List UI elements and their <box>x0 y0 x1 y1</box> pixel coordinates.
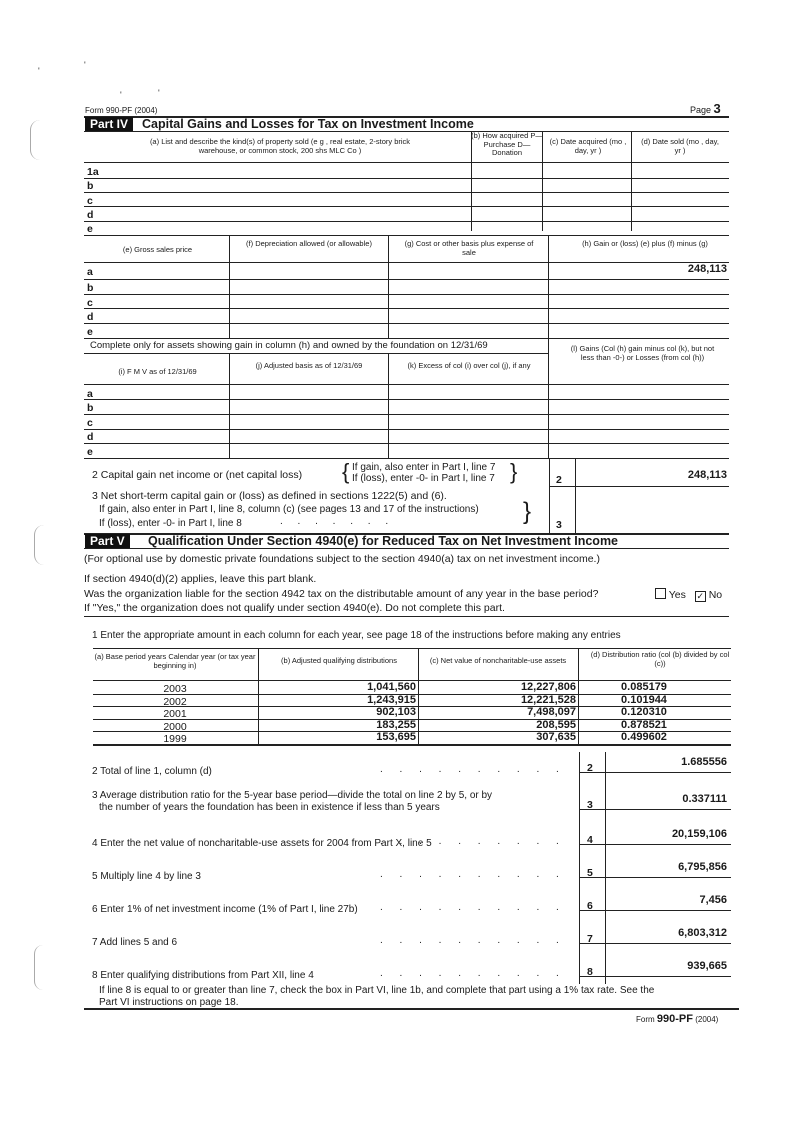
footer-form-prefix: Form <box>636 1015 655 1024</box>
col-divider <box>578 648 579 744</box>
distribution-ratio: 0.120310 <box>621 706 667 719</box>
gain-loss-value: 248,113 <box>687 263 727 275</box>
col-d-header: (d) Date sold (mo , day, yr ) <box>641 137 719 155</box>
line-number: 4 <box>587 834 593 846</box>
scan-mark <box>34 945 43 990</box>
col-divider <box>542 131 543 231</box>
line-text: 5 Multiply line 4 by line 3 <box>92 871 201 882</box>
rule <box>579 976 731 977</box>
line-text: 2 Total of line 1, column (d) <box>92 766 212 777</box>
col-divider <box>549 458 550 534</box>
part-v-title: Qualification Under Section 4940(e) for Reduced Tax on Net Investment Income <box>148 534 619 548</box>
rule <box>579 943 731 944</box>
rule <box>84 192 729 193</box>
rule <box>93 648 731 649</box>
adjusted-distributions: 153,695 <box>376 731 416 744</box>
col-divider <box>605 752 606 984</box>
rule <box>84 308 729 309</box>
rule <box>84 548 729 549</box>
col-a-header: (a) List and describe the kind(s) of property sold (e g , real estate, 2-story brick warehouse, or common stock, 200 shs MLC Co ) <box>149 137 411 155</box>
col-b-header: (b) How acquired P—Purchase D—Donation <box>471 131 543 157</box>
rule <box>84 162 729 163</box>
line3-text2: If gain, also enter in Part I, line 8, column (c) (see pages 13 and 17 of the instructions) <box>99 504 479 515</box>
rule <box>84 353 549 354</box>
col-divider <box>579 752 580 984</box>
rule <box>84 294 729 295</box>
part-v-question: Was the organization liable for the section 4942 tax on the distributable amount of any year in the base period? <box>84 588 599 600</box>
distribution-ratio: 0.085179 <box>621 681 667 693</box>
noncharitable-assets: 208,595 <box>536 718 576 731</box>
noncharitable-assets: 307,635 <box>536 731 576 744</box>
rule <box>579 809 731 810</box>
line-value: 1.685556 <box>681 756 727 768</box>
rule <box>84 323 729 324</box>
base-year: 2002 <box>163 695 187 708</box>
part-v-tag: Part V <box>85 534 130 549</box>
line-number: 2 <box>587 762 593 774</box>
footer-form-label <box>636 1013 718 1025</box>
check-icon: ✓ <box>696 591 705 601</box>
rule <box>93 744 731 746</box>
line-text: 7 Add lines 5 and 6 <box>92 937 178 948</box>
part-iv-tag: Part IV <box>85 117 133 132</box>
row-label: b <box>87 282 94 294</box>
col-i-header: (i) F M V as of 12/31/69 <box>118 367 197 376</box>
distribution-ratio: 0.499602 <box>621 731 667 744</box>
col-j-header: (j) Adjusted basis as of 12/31/69 <box>255 361 363 370</box>
row-label: c <box>87 297 93 309</box>
row-label: b <box>87 402 94 414</box>
rule <box>84 399 729 400</box>
row-label: c <box>87 417 93 429</box>
row-label: 1a <box>87 166 99 178</box>
page-number <box>690 101 721 116</box>
row-label: d <box>87 311 94 323</box>
dot-leader: . . . . . . . . . . <box>380 764 566 775</box>
line-number: 7 <box>587 933 593 945</box>
part-v-intro1: (For optional use by domestic private foundations subject to the section 4940(a) tax on net investment income.) <box>84 553 600 565</box>
row-label: e <box>87 446 93 458</box>
footnote2: Part VI instructions on page 18. <box>99 997 239 1008</box>
rule <box>579 844 731 845</box>
scan-mark <box>30 120 41 160</box>
base-year: 2003 <box>163 683 187 695</box>
scan-speck: ' <box>38 66 40 76</box>
col-d-header: (d) Distribution ratio (col (b) divided by col (c)) <box>590 650 730 668</box>
col-f-header: (f) Depreciation allowed (or allowable) <box>246 239 372 248</box>
noncharitable-assets: 12,221,528 <box>520 693 576 706</box>
rule <box>579 877 731 878</box>
line-number: 3 <box>587 799 593 811</box>
part-iv-title: Capital Gains and Losses for Tax on Investment Income <box>142 117 474 131</box>
rule <box>84 443 729 444</box>
footer-rule <box>84 1008 739 1010</box>
rule <box>84 414 729 415</box>
adjusted-distributions: 1,041,560 <box>367 681 416 693</box>
row-label: d <box>87 431 94 443</box>
line-text: 4 Enter the net value of noncharitable-use assets for 2004 from Part X, line 5 <box>92 838 432 849</box>
line-text: 8 Enter qualifying distributions from Part XII, line 4 <box>92 970 314 981</box>
row-label: e <box>87 326 93 338</box>
footer-form-year: (2004) <box>695 1015 719 1024</box>
brace-right: } <box>523 498 532 525</box>
rule <box>84 178 729 179</box>
brace-right: } <box>510 459 518 484</box>
row-label: d <box>87 209 94 221</box>
rule <box>84 384 729 385</box>
col-c-header: (c) Net value of noncharitable-use assets <box>429 656 567 665</box>
part-v-intro2: If section 4940(d)(2) applies, leave this part blank. <box>84 573 317 585</box>
col-divider <box>258 648 259 744</box>
distribution-ratio: 0.101944 <box>621 693 667 706</box>
line-value: 0.337111 <box>682 793 727 805</box>
scan-mark <box>34 525 45 565</box>
brace-left: { <box>342 459 350 484</box>
col-h-header: (h) Gain or (loss) (e) plus (f) minus (g) <box>582 239 708 248</box>
rule <box>84 429 729 430</box>
line-text: 3 Average distribution ratio for the 5-year base period—divide the total on line 2 by 5, or by <box>92 790 493 801</box>
form-label: Form 990-PF (2004) <box>85 106 158 115</box>
line-number: 5 <box>587 867 593 879</box>
line2-brace-loss: If (loss), enter -0- in Part I, line 7 <box>352 473 495 484</box>
noncharitable-assets: 7,498,097 <box>527 706 576 719</box>
col-b-header: (b) Adjusted qualifying distributions <box>281 656 397 665</box>
rule <box>84 458 729 459</box>
rule <box>579 910 731 911</box>
dot-leader: . . . . . . . <box>280 516 395 527</box>
rule <box>84 616 729 617</box>
rule <box>84 221 729 222</box>
line-value: 20,159,106 <box>671 828 727 840</box>
row-label: a <box>87 266 93 278</box>
col-a-header: (a) Base period years Calendar year (or tax year beginning in) <box>94 652 256 670</box>
line-value: 939,665 <box>687 960 727 972</box>
footnote1: If line 8 is equal to or greater than line 7, check the box in Part VI, line 1b, and complete that part using a 1% tax rate. See the <box>99 985 655 996</box>
line2-num: 2 <box>556 474 562 486</box>
part-v-question-note: If "Yes," the organization does not qualify under section 4940(e). Do not complete this part. <box>84 602 505 614</box>
base-year: 2001 <box>163 708 187 721</box>
noncharitable-assets: 12,227,806 <box>520 681 576 693</box>
page-num: 3 <box>713 101 721 116</box>
col-g-header: (g) Cost or other basis plus expense of sale <box>404 239 534 257</box>
rule <box>84 206 729 207</box>
no-checkbox[interactable] <box>695 591 706 602</box>
scan-speck: ' <box>120 90 122 100</box>
line-value: 7,456 <box>699 894 727 906</box>
adjusted-distributions: 183,255 <box>376 718 416 731</box>
line2-value: 248,113 <box>687 469 727 481</box>
row-label: e <box>87 223 93 235</box>
line3-text1: 3 Net short-term capital gain or (loss) as defined in sections 1222(5) and (6). <box>92 490 447 502</box>
rule <box>579 772 731 773</box>
col-divider <box>548 338 549 458</box>
col-e-header: (e) Gross sales price <box>122 245 193 254</box>
yes-no-choice <box>655 588 722 602</box>
footer-form-name: 990-PF <box>656 1013 693 1025</box>
adjusted-distributions: 1,243,915 <box>367 693 416 706</box>
line2-brace <box>352 462 495 484</box>
rule <box>84 338 729 339</box>
no-label: No <box>708 589 723 601</box>
line2-brace-gain: If gain, also enter in Part I, line 7 <box>352 462 496 473</box>
line3-num: 3 <box>556 519 562 531</box>
col-divider <box>631 131 632 231</box>
line-value: 6,795,856 <box>678 861 727 873</box>
dot-leader: . . . . . . . . . . <box>380 935 566 946</box>
dot-leader: . . . . . . . . . . <box>380 836 566 847</box>
col-divider <box>575 458 576 534</box>
dot-leader: . . . . . . . . . . <box>380 902 566 913</box>
part-v-line1: 1 Enter the appropriate amount in each column for each year, see page 18 of the instructions before making any entries <box>92 630 621 641</box>
page-word: Page <box>690 105 712 115</box>
adjusted-distributions: 902,103 <box>376 706 416 719</box>
line-text: 6 Enter 1% of net investment income (1% of Part I, line 27b) <box>92 904 358 915</box>
yes-label: Yes <box>668 589 686 601</box>
distribution-ratio: 0.878521 <box>621 718 667 731</box>
line3-text3: If (loss), enter -0- in Part I, line 8 <box>99 518 242 529</box>
dot-leader: . . . . . . . . . . <box>380 968 566 979</box>
col-l-header: (l) Gains (Col (h) gain minus col (k), but not less than -0-) or Losses (from col (h)) <box>570 344 715 362</box>
line-number: 6 <box>587 900 593 912</box>
rule <box>84 279 729 280</box>
col-c-header: (c) Date acquired (mo , day, yr ) <box>549 137 627 155</box>
base-year: 2000 <box>163 720 187 733</box>
line-number: 8 <box>587 966 593 978</box>
line-text-cont: the number of years the foundation has been in existence if less than 5 years <box>99 802 440 813</box>
line-value: 6,803,312 <box>678 927 727 939</box>
line2-text: 2 Capital gain net income or (net capital loss) <box>92 469 303 481</box>
dot-leader: . . . . . . . . . . <box>380 869 566 880</box>
rule <box>84 131 729 132</box>
row-label: a <box>87 388 93 400</box>
col-k-header: (k) Excess of col (i) over col (j), if any <box>407 361 531 370</box>
scan-speck: ' <box>84 60 86 70</box>
table3-banner: Complete only for assets showing gain in column (h) and owned by the foundation on 12/31/69 <box>90 340 488 351</box>
row-label: c <box>87 195 93 207</box>
scan-speck: ' <box>158 88 160 98</box>
rule <box>84 235 729 236</box>
rule <box>549 486 729 487</box>
col-divider <box>471 131 472 231</box>
col-divider <box>418 648 419 744</box>
row-label: b <box>87 180 94 192</box>
yes-checkbox[interactable] <box>655 588 666 599</box>
base-year: 1999 <box>163 733 187 746</box>
